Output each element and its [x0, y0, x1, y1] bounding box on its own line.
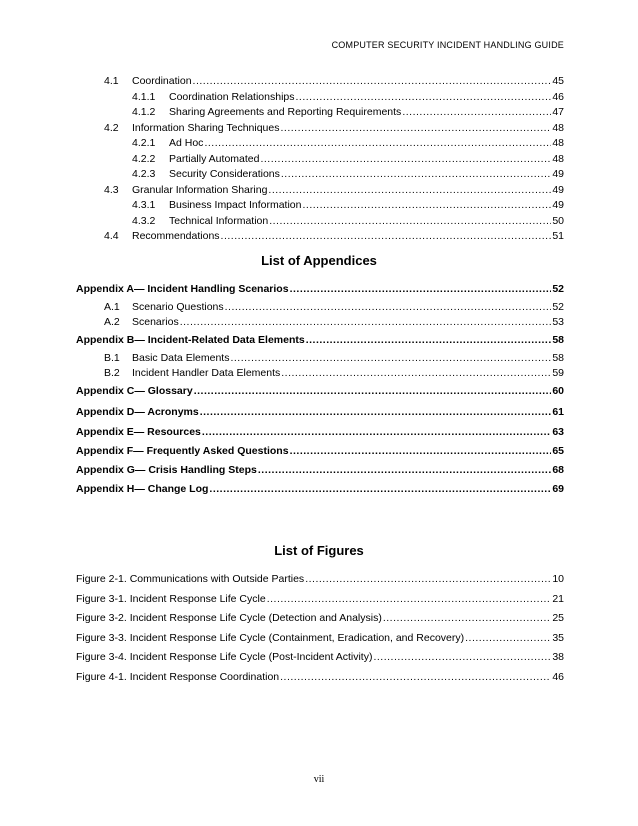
page-number: vii: [313, 774, 325, 785]
entry-page: 49: [552, 168, 564, 180]
running-header: COMPUTER SECURITY INCIDENT HANDLING GUIDE: [331, 40, 564, 50]
entry-title: Scenario Questions: [132, 301, 224, 313]
entry-number: 4.3.1: [132, 199, 156, 211]
toc-subentry[interactable]: [0, 152, 638, 166]
entry-page: 48: [552, 121, 564, 134]
dot-leader: [194, 384, 552, 398]
entry-page: 49: [552, 183, 564, 196]
entry-title: Appendix B— Incident-Related Data Elements: [76, 334, 305, 346]
figure-entry[interactable]: [0, 631, 638, 645]
entry-page: 49: [552, 199, 564, 211]
toc-entry[interactable]: [0, 229, 638, 243]
entry-title: Figure 2-1. Communications with Outside Parties: [76, 573, 305, 585]
figure-entry[interactable]: [0, 670, 638, 684]
entry-page: 48: [552, 152, 564, 165]
entry-page: 53: [552, 316, 564, 328]
entry-page: 58: [552, 334, 564, 346]
entry-page: 45: [552, 75, 564, 87]
entry-number: 4.1.1: [132, 90, 156, 103]
entry-title: Recommendations: [132, 230, 220, 242]
dot-leader: [258, 463, 551, 477]
entry-title: Business Impact Information: [169, 199, 302, 211]
toc-entry[interactable]: [0, 74, 638, 88]
appendix-entry[interactable]: [0, 405, 638, 419]
dot-leader: [290, 282, 552, 296]
entry-page: 35: [552, 631, 564, 644]
toc-subentry[interactable]: [0, 90, 638, 104]
entry-page: 52: [552, 301, 564, 313]
appendix-entry[interactable]: [0, 425, 638, 439]
dot-leader: [281, 366, 551, 380]
figure-entry[interactable]: [0, 572, 638, 586]
appendix-subentry[interactable]: [0, 351, 638, 365]
dot-leader: [383, 611, 551, 625]
entry-page: 25: [552, 612, 564, 624]
dot-leader: [269, 214, 551, 228]
entry-page: 21: [552, 592, 564, 605]
entry-title: Appendix F— Frequently Asked Questions: [76, 445, 289, 457]
entry-page: 38: [552, 651, 564, 663]
dot-leader: [204, 136, 551, 150]
entry-title: Incident Handler Data Elements: [132, 367, 281, 379]
entry-number: A.1: [104, 301, 120, 313]
dot-leader: [305, 572, 551, 586]
dot-leader: [260, 152, 551, 166]
dot-leader: [280, 670, 551, 684]
entry-page: 69: [552, 483, 564, 495]
entry-page: 63: [552, 426, 564, 438]
dot-leader: [209, 482, 551, 496]
entry-number: 4.2.1: [132, 137, 156, 149]
entry-title: Granular Information Sharing: [132, 183, 268, 196]
appendix-subentry[interactable]: [0, 315, 638, 329]
dot-leader: [281, 167, 551, 181]
appendix-entry[interactable]: [0, 444, 638, 458]
toc-entry[interactable]: [0, 183, 638, 197]
dot-leader: [267, 592, 552, 606]
toc-subentry[interactable]: [0, 214, 638, 228]
entry-title: Information Sharing Techniques: [132, 121, 280, 134]
entry-page: 59: [552, 367, 564, 379]
entry-title: Figure 3-3. Incident Response Life Cycle (Containment, Eradication, and Recovery): [76, 631, 465, 644]
entry-title: Appendix C— Glossary: [76, 385, 193, 397]
entry-number: B.1: [104, 352, 120, 364]
dot-leader: [200, 405, 552, 419]
dot-leader: [230, 351, 551, 365]
entry-title: Appendix D— Acronyms: [76, 406, 199, 418]
dot-leader: [302, 198, 551, 212]
dot-leader: [268, 183, 551, 197]
dot-leader: [402, 105, 551, 119]
dot-leader: [306, 333, 552, 347]
entry-number: 4.3: [104, 183, 119, 196]
entry-number: A.2: [104, 316, 120, 328]
entry-number: 4.4: [104, 230, 119, 242]
appendix-subentry[interactable]: [0, 300, 638, 314]
entry-page: 60: [552, 385, 564, 397]
entry-number: 4.2.3: [132, 168, 156, 180]
entry-title: Coordination Relationships: [169, 90, 295, 103]
dot-leader: [296, 90, 552, 104]
figure-entry[interactable]: [0, 611, 638, 625]
toc-entry[interactable]: [0, 121, 638, 135]
entry-page: 48: [552, 137, 564, 149]
dot-leader: [465, 631, 551, 645]
entry-title: Appendix H— Change Log: [76, 483, 209, 495]
entry-title: Appendix A— Incident Handling Scenarios: [76, 283, 289, 295]
entry-page: 51: [552, 230, 564, 242]
entry-page: 46: [552, 670, 564, 683]
appendix-entry[interactable]: [0, 333, 638, 347]
entry-title: Figure 3-1. Incident Response Life Cycle: [76, 592, 266, 605]
figure-entry[interactable]: [0, 650, 638, 664]
dot-leader: [202, 425, 551, 439]
entry-page: 65: [552, 445, 564, 457]
toc-subentry[interactable]: [0, 105, 638, 119]
toc-subentry[interactable]: [0, 198, 638, 212]
entry-title: Figure 4-1. Incident Response Coordination: [76, 670, 280, 683]
entry-title: Partially Automated: [169, 152, 260, 165]
appendix-subentry[interactable]: [0, 366, 638, 380]
figure-entry[interactable]: [0, 592, 638, 606]
entry-page: 10: [552, 573, 564, 585]
appendix-entry[interactable]: [0, 384, 638, 398]
figures-heading: List of Figures: [274, 543, 364, 558]
entry-page: 47: [552, 106, 564, 118]
appendix-entry[interactable]: [0, 463, 638, 477]
entry-title: Ad Hoc: [169, 137, 204, 149]
entry-title: Appendix G— Crisis Handling Steps: [76, 464, 257, 476]
entry-title: Security Considerations: [169, 168, 280, 180]
entry-page: 50: [552, 214, 564, 227]
appendix-entry[interactable]: [0, 282, 638, 296]
entry-title: Technical Information: [169, 214, 269, 227]
entry-page: 52: [552, 283, 564, 295]
entry-title: Figure 3-4. Incident Response Life Cycle (Post-Incident Activity): [76, 651, 373, 663]
entry-title: Coordination: [132, 75, 192, 87]
appendices-heading: List of Appendices: [261, 253, 377, 268]
dot-leader: [373, 650, 551, 664]
entry-number: 4.2.2: [132, 152, 156, 165]
entry-number: 4.1.2: [132, 106, 156, 118]
entry-title: Scenarios: [132, 316, 179, 328]
toc-subentry[interactable]: [0, 167, 638, 181]
entry-title: Basic Data Elements: [132, 352, 230, 364]
entry-title: Appendix E— Resources: [76, 426, 201, 438]
entry-title: Figure 3-2. Incident Response Life Cycle (Detection and Analysis): [76, 612, 382, 624]
entry-page: 68: [552, 464, 564, 476]
appendix-entry[interactable]: [0, 482, 638, 496]
dot-leader: [221, 229, 552, 243]
toc-subentry[interactable]: [0, 136, 638, 150]
dot-leader: [180, 315, 552, 329]
dot-leader: [290, 444, 552, 458]
dot-leader: [225, 300, 552, 314]
entry-page: 61: [552, 406, 564, 418]
dot-leader: [193, 74, 552, 88]
entry-number: B.2: [104, 367, 120, 379]
entry-title: Sharing Agreements and Reporting Requirements: [169, 106, 402, 118]
entry-number: 4.2: [104, 121, 119, 134]
entry-number: 4.3.2: [132, 214, 156, 227]
entry-page: 46: [552, 90, 564, 103]
entry-number: 4.1: [104, 75, 119, 87]
entry-page: 58: [552, 352, 564, 364]
dot-leader: [280, 121, 551, 135]
